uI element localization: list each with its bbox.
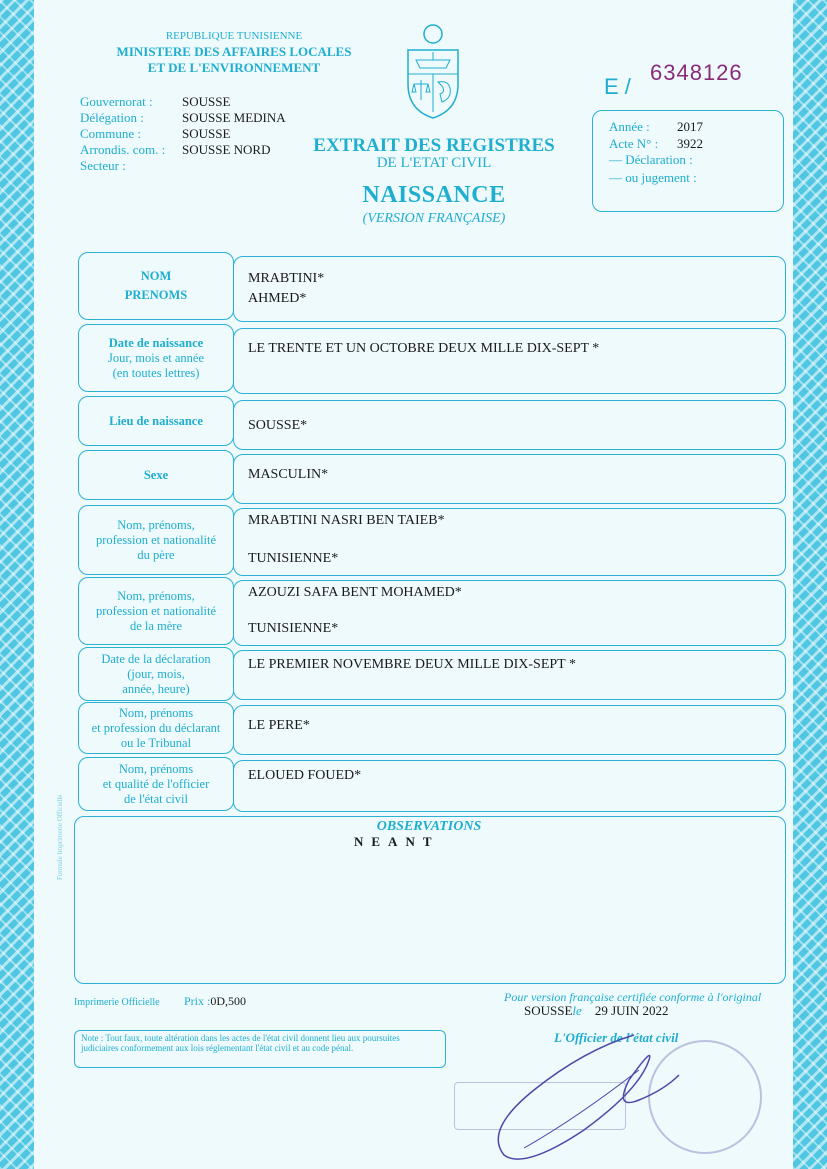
label-mere: Nom, prénoms, profession et nationalité de la mère xyxy=(78,577,234,645)
ministry-label: MINISTERE DES AFFAIRES LOCALES ET DE L'ENVIRONNEMENT xyxy=(116,44,352,75)
administrative-info xyxy=(80,94,286,174)
acte-info-box xyxy=(592,110,784,212)
admin-row-commune: Commune : SOUSSE xyxy=(80,126,231,141)
label-sexe: Sexe xyxy=(78,450,234,500)
declaration-row: — Déclaration : xyxy=(609,152,693,167)
document-version: (VERSION FRANÇAISE) xyxy=(362,211,506,226)
nom-value: MRABTINI* xyxy=(248,271,325,286)
document-subtitle: DE L'ETAT CIVIL xyxy=(376,155,492,171)
annee-row: Année : 2017 xyxy=(609,119,703,134)
label-date-declaration: Date de la déclaration (jour, mois, année, heure) xyxy=(78,647,234,701)
label-lieu-naissance: Lieu de naissance xyxy=(78,396,234,446)
prix: Prix :0D,500 xyxy=(184,994,247,1008)
imprimerie-label: Imprimerie Officielle xyxy=(74,997,160,1008)
serial-prefix: E / xyxy=(604,74,631,99)
label-nom-prenoms: NOM PRENOMS xyxy=(78,252,234,320)
value-nom-prenoms xyxy=(233,256,786,322)
label-date-naissance: Date de naissance Jour, mois et année (en toutes lettres) xyxy=(78,324,234,392)
label-pere: Nom, prénoms, profession et nationalité du père xyxy=(78,505,234,575)
acte-number-row: Acte N° : 3922 xyxy=(609,136,703,151)
certification-text: Pour version française certifiée conforme à l'original xyxy=(504,990,762,1004)
value-lieu-naissance: SOUSSE* xyxy=(233,400,786,450)
decorative-border-right xyxy=(793,0,827,1169)
decorative-border-left xyxy=(0,0,34,1169)
place-and-date: SOUSSEle 29 JUIN 2022 xyxy=(524,1003,669,1018)
label-officier: Nom, prénoms et qualité de l'officier de l'état civil xyxy=(78,757,234,811)
document-type: NAISSANCE xyxy=(362,182,506,208)
document-title: EXTRAIT DES REGISTRES xyxy=(313,135,555,156)
serial-number: 6348126 xyxy=(650,60,743,85)
tunisia-coat-of-arms-icon xyxy=(402,22,464,122)
value-officier: ELOUED FOUED* xyxy=(233,760,786,812)
officier-signature-label: L'Officier de l'état civil xyxy=(554,1030,679,1045)
birth-certificate-page xyxy=(34,0,793,1169)
admin-row-delegation: Délégation : SOUSSE MEDINA xyxy=(80,110,286,125)
value-declarant: LE PERE* xyxy=(233,705,786,755)
value-date-declaration: LE PREMIER NOVEMBRE DEUX MILLE DIX-SEPT * xyxy=(233,650,786,700)
observations-title: OBSERVATIONS xyxy=(376,819,482,834)
value-date-naissance: LE TRENTE ET UN OCTOBRE DEUX MILLE DIX-SEPT * xyxy=(233,328,786,394)
value-pere: MRABTINI NASRI BEN TAIEB* TUNISIENNE* xyxy=(233,508,786,576)
side-printer-text: Formule Imprimerie Officielle xyxy=(56,794,64,880)
prenoms-value: AHMED* xyxy=(248,291,307,306)
legal-note: Note : Tout faux, toute altération dans les actes de l'état civil donnent lieu aux poursuites judiciaires conformement aux lois réglementant l'état civil et au code pénal. xyxy=(74,1030,446,1068)
value-sexe: MASCULIN* xyxy=(233,454,786,504)
value-mere: AZOUZI SAFA BENT MOHAMED* TUNISIENNE* xyxy=(233,580,786,646)
label-declarant: Nom, prénoms et profession du déclarant ou le Tribunal xyxy=(78,702,234,754)
admin-row-gouvernorat: Gouvernorat : SOUSSE xyxy=(80,94,231,109)
jugement-row: — ou jugement : xyxy=(609,170,697,185)
republic-label: REPUBLIQUE TUNISIENNE xyxy=(165,30,303,42)
admin-row-secteur: Secteur : xyxy=(80,158,126,173)
handwritten-signature-icon xyxy=(464,1020,694,1165)
admin-row-arrondissement: Arrondis. com. : SOUSSE NORD xyxy=(80,142,271,157)
observations-value: NEANT xyxy=(354,834,440,849)
